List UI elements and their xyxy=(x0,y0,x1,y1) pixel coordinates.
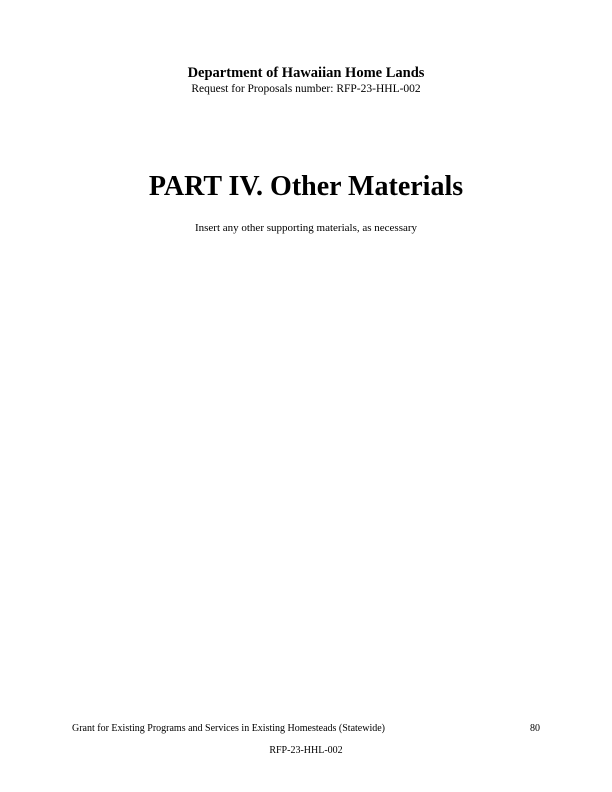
footer-grant-title: Grant for Existing Programs and Services in Existing Homesteads (Statewide) xyxy=(72,723,385,734)
part-title: PART IV. Other Materials xyxy=(148,171,464,202)
footer-rfp-number: RFP-23-HHL-002 xyxy=(269,745,343,756)
organization-heading: Department of Hawaiian Home Lands xyxy=(187,65,425,81)
instruction-text: Insert any other supporting materials, as necessary xyxy=(194,222,418,234)
rfp-subheading: Request for Proposals number: RFP-23-HHL-002 xyxy=(191,83,421,95)
footer-page-number: 80 xyxy=(530,723,540,734)
